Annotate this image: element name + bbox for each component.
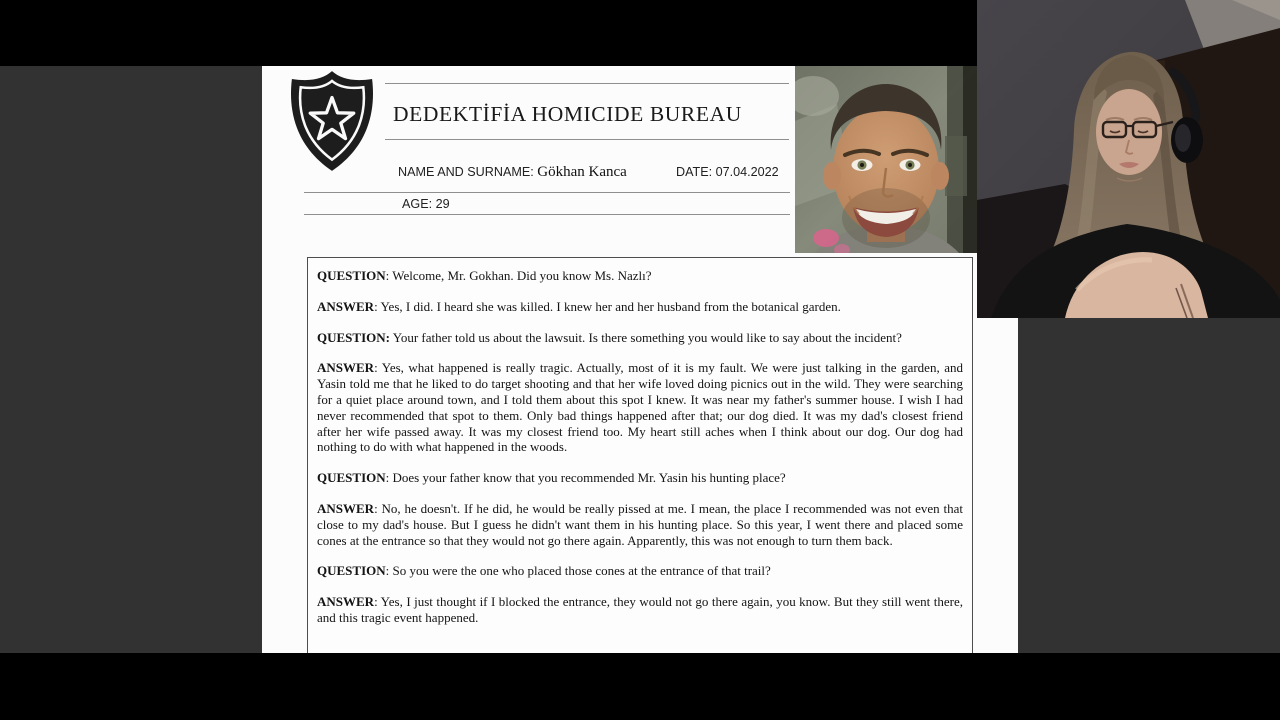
speech-text: : Welcome, Mr. Gokhan. Did you know Ms. Nazlı? [385, 268, 652, 283]
speaker-label: ANSWER [317, 360, 375, 376]
speech-text: : Yes, I did. I heard she was killed. I knew her and her husband from the botanical garden. [374, 298, 841, 314]
speaker-label: QUESTION: [317, 329, 390, 345]
webcam-image [977, 0, 1280, 318]
speech-text: : Yes, I just thought if I blocked the entrance, they would not go there again, you know. But they still went there, and this tragic event happened. [317, 594, 963, 625]
homicide-bureau-document [262, 66, 1018, 653]
bureau-title: DEDEKTİFİA HOMICIDE BUREAU [393, 102, 742, 126]
right-gray-panel [1018, 318, 1280, 653]
speaker-label: ANSWER [317, 594, 375, 610]
date-value: 07.04.2022 [715, 165, 779, 179]
transcript-entry [317, 299, 963, 315]
header-rule-top [385, 83, 789, 84]
speech-text: : So you were the one who placed those cones at the entrance of that trail? [385, 563, 771, 579]
speaker-label: QUESTION [317, 470, 386, 486]
left-gray-panel [0, 66, 263, 653]
webcam-video [977, 0, 1280, 318]
transcript-entry [317, 268, 963, 284]
transcript-entry [317, 501, 963, 548]
speaker-label: ANSWER [317, 298, 375, 314]
date-field [676, 165, 779, 179]
age-field [402, 197, 450, 211]
suspect-portrait-image [795, 66, 977, 253]
age-value: 29 [435, 197, 450, 211]
transcript-entry [317, 330, 963, 346]
name-value: Gökhan Kanca [537, 164, 627, 180]
date-label: DATE: [676, 165, 713, 179]
transcript-entry [317, 563, 963, 579]
header-rule-under-age [304, 214, 790, 215]
police-shield-star-icon [288, 68, 376, 174]
transcript-entry [317, 594, 963, 626]
name-label: NAME AND SURNAME: [398, 165, 534, 179]
bottom-letterbox-bar [0, 653, 1280, 720]
age-label: AGE: [402, 197, 433, 211]
speech-text: : No, he doesn't. If he did, he would be really pissed at me. I mean, the place I recommended was not even that close to my dad's house. But I guess he didn't want them in his hunting place. So this year, I went there and placed some cones at the entrance so that they would not go there again. Apparently, this was not enough to turn them back. [317, 500, 963, 548]
speech-text: : Yes, what happened is really tragic. Actually, most of it is my fault. We were just talking in the garden, and Yasin told me that he liked to do target shooting and that her wife loved doing picnics out in the wild. They were searching for a quiet place around town, and I told them about this spot I knew. It was near my father's summer house. I wish I had never recommended that spot to them. Only bad things happened after that; our dog died. It was my dad's closest friend after her wife passed away. It was my closest friend too. My heart still aches when I think about our dog. Our dog had nothing to do with what happened in the woods. [317, 360, 963, 455]
header-rule-under-title [385, 139, 789, 140]
interrogation-transcript-box [307, 257, 973, 653]
speaker-label: QUESTION [317, 563, 386, 579]
transcript-entry [317, 360, 963, 455]
suspect-portrait-photo [795, 66, 977, 253]
header-rule-under-name [304, 192, 790, 193]
transcript-entry [317, 470, 963, 486]
speech-text: : Does your father know that you recommended Mr. Yasin his hunting place? [385, 470, 786, 486]
speaker-label: QUESTION [317, 268, 386, 283]
speech-text: Your father told us about the lawsuit. Is there something you would like to say about the incident? [389, 329, 902, 345]
name-field [398, 164, 627, 181]
speaker-label: ANSWER [317, 500, 375, 516]
police-shield-star-icon [288, 68, 376, 174]
